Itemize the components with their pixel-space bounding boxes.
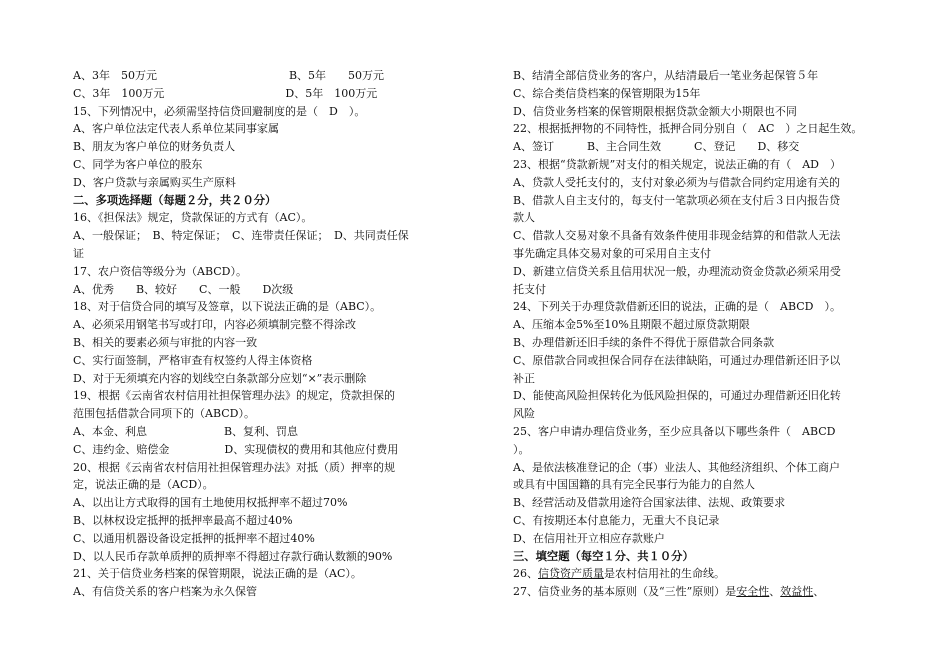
text-line: 托支付 (513, 282, 546, 296)
text-line: D、客户贷款与亲属购买生产原料 (73, 175, 236, 189)
question-16: 16、《担保法》规定，贷款保证的方式有（AC）。 (73, 211, 313, 225)
right-column (513, 67, 863, 601)
left-column (73, 67, 423, 601)
question-15: 15、下列情况中，必须需坚持信贷回避制度的是（ D ）。 (73, 104, 366, 118)
q27-separator-2: 、 (813, 585, 825, 599)
text-line: A、一般保证； B、特定保证； C、连带责任保证； D、共同责任保 (73, 229, 409, 243)
q26-suffix: 是农村信用社的生命线。 (604, 567, 725, 581)
text-line: 证 (73, 246, 84, 260)
text-line: A、贷款人受托支付的，支付对象必须为与借款合同约定用途有关的 (513, 175, 840, 189)
question-24: 24、下列关于办理贷款借新还旧的说法，正确的是（ ABCD ）。 (513, 300, 841, 314)
text-line: C、综合类信贷档案的保管期限为15年 (513, 86, 701, 100)
text-line: D、信贷业务档案的保管期限根据贷款金额大小期限也不同 (513, 104, 797, 118)
text-line: ）。 (513, 442, 530, 456)
text-line: 或具有中国国籍的具有完全民事行为能力的自然人 (513, 478, 755, 492)
text-line: 风险 (513, 407, 535, 421)
question-26 (513, 565, 863, 583)
question-17: 17、农户资信等级分为（ABCD）。 (73, 264, 247, 278)
text-line: D、新建立信贷关系且信用状况一般，办理流动资金贷款必须采用受 (513, 264, 841, 278)
text-line: D、以人民币存款单质押的质押率不得超过存款行确认数额的90% (73, 549, 393, 563)
text-line: A、压缩本金5%至10%且期限不超过原贷款期限 (513, 318, 750, 332)
text-line: 事先确定具体交易对象的可采用自主支付 (513, 246, 711, 260)
text-line: A、客户单位法定代表人系单位某同事家属 (73, 122, 279, 136)
text-line: C、有按期还本付息能力，无重大不良记录 (513, 513, 720, 527)
text-line: 款人 (513, 211, 535, 225)
question-18: 18、对于信贷合同的填写及签章，以下说法正确的是（ABC）。 (73, 300, 382, 314)
text-line: C、实行面签制，严格审查有权签约人得主体资格 (73, 353, 313, 367)
text-line: B、借款人自主支付的，每支付一笔款项必须在支付后３日内报告贷 (513, 193, 841, 207)
q26-prefix: 26、 (513, 567, 538, 581)
text-line: A、3年 50万元 B、5年 50万元 (73, 69, 385, 82)
text-line: B、结清全部信贷业务的客户，从结清最后一笔业务起保管５年 (513, 69, 819, 82)
text-line: 定，说法正确的是（ACD）。 (73, 478, 214, 492)
text-line: A、必须采用钢笔书写或打印，内容必须填制完整不得涂改 (73, 318, 356, 332)
section-heading-multiple-choice: 二、多项选择题（每题２分，共２０分） (73, 193, 277, 207)
text-line: A、有信贷关系的客户档案为永久保管 (73, 585, 257, 599)
text-line: 补正 (513, 371, 535, 385)
q27-answer-blank-2: 效益性 (780, 585, 814, 599)
q27-prefix: 27、信贷业务的基本原则（及“三性”原则）是 (513, 585, 737, 599)
text-line: C、3年 100万元 D、5年 100万元 (73, 86, 378, 100)
text-line: 范围包括借款合同项下的（ABCD）。 (73, 407, 255, 421)
section-heading-fill-in: 三、填空题（每空１分、共１０分） (513, 549, 694, 563)
question-23: 23、根据“贷款新规”对支付的相关规定，说法正确的有（ AD ） (513, 157, 842, 171)
question-25: 25、客户申请办理信贷业务，至少应具备以下哪些条件（ ABCD (513, 424, 836, 438)
text-line: C、以通用机器设备设定抵押的抵押率不超过40% (73, 531, 315, 545)
text-line: C、违约金、赔偿金 D、实现债权的费用和其他应付费用 (73, 442, 399, 456)
question-22: 22、根据抵押物的不同特性，抵押合同分别自（ AC ）之日起生效。 (513, 122, 863, 136)
text-line: A、优秀 B、较好 C、一般 D次级 (73, 282, 294, 296)
text-line: B、经营活动及借款用途符合国家法律、法规、政策要求 (513, 496, 786, 510)
text-line: B、以林权设定抵押的抵押率最高不超过40% (73, 513, 293, 527)
text-line: B、朋友为客户单位的财务负责人 (73, 140, 236, 154)
text-line: C、同学为客户单位的股东 (73, 157, 203, 171)
text-line: C、借款人交易对象不具备有效条件使用非现金结算的和借款人无法 (513, 229, 841, 243)
text-line: A、本金、利息 B、复利、罚息 (73, 424, 299, 438)
question-19: 19、根据《云南省农村信用社担保管理办法》的规定，贷款担保的 (73, 389, 395, 403)
q27-separator-1: 、 (769, 585, 781, 599)
text-line: D、对于无须填充内容的划线空白条款部分应划“×”表示删除 (73, 371, 367, 385)
question-20: 20、根据《云南省农村信用社担保管理办法》对抵（质）押率的规 (73, 460, 395, 474)
text-line: A、签订 B、主合同生效 C、登记 D、移交 (513, 140, 800, 154)
text-line: D、在信用社开立相应存款账户 (513, 531, 665, 545)
text-line: C、原借款合同或担保合同存在法律缺陷，可通过办理借新还旧予以 (513, 353, 841, 367)
text-line: A、以出让方式取得的国有土地使用权抵押率不超过70% (73, 496, 348, 510)
text-line: B、相关的要素必须与审批的内容一致 (73, 335, 258, 349)
q27-answer-blank-1: 安全性 (736, 585, 770, 599)
text-line: B、办理借新还旧手续的条件不得优于原借款合同条款 (513, 335, 775, 349)
q26-answer-blank: 信贷资产质量 (538, 567, 604, 581)
question-27 (513, 583, 863, 601)
text-line: D、能使高风险担保转化为低风险担保的，可通过办理借新还旧化转 (513, 389, 841, 403)
text-line: A、是依法核准登记的企（事）业法人、其他经济组织、个体工商户 (513, 460, 840, 474)
question-21: 21、关于信贷业务档案的保管期限，说法正确的是（AC）。 (73, 567, 362, 581)
